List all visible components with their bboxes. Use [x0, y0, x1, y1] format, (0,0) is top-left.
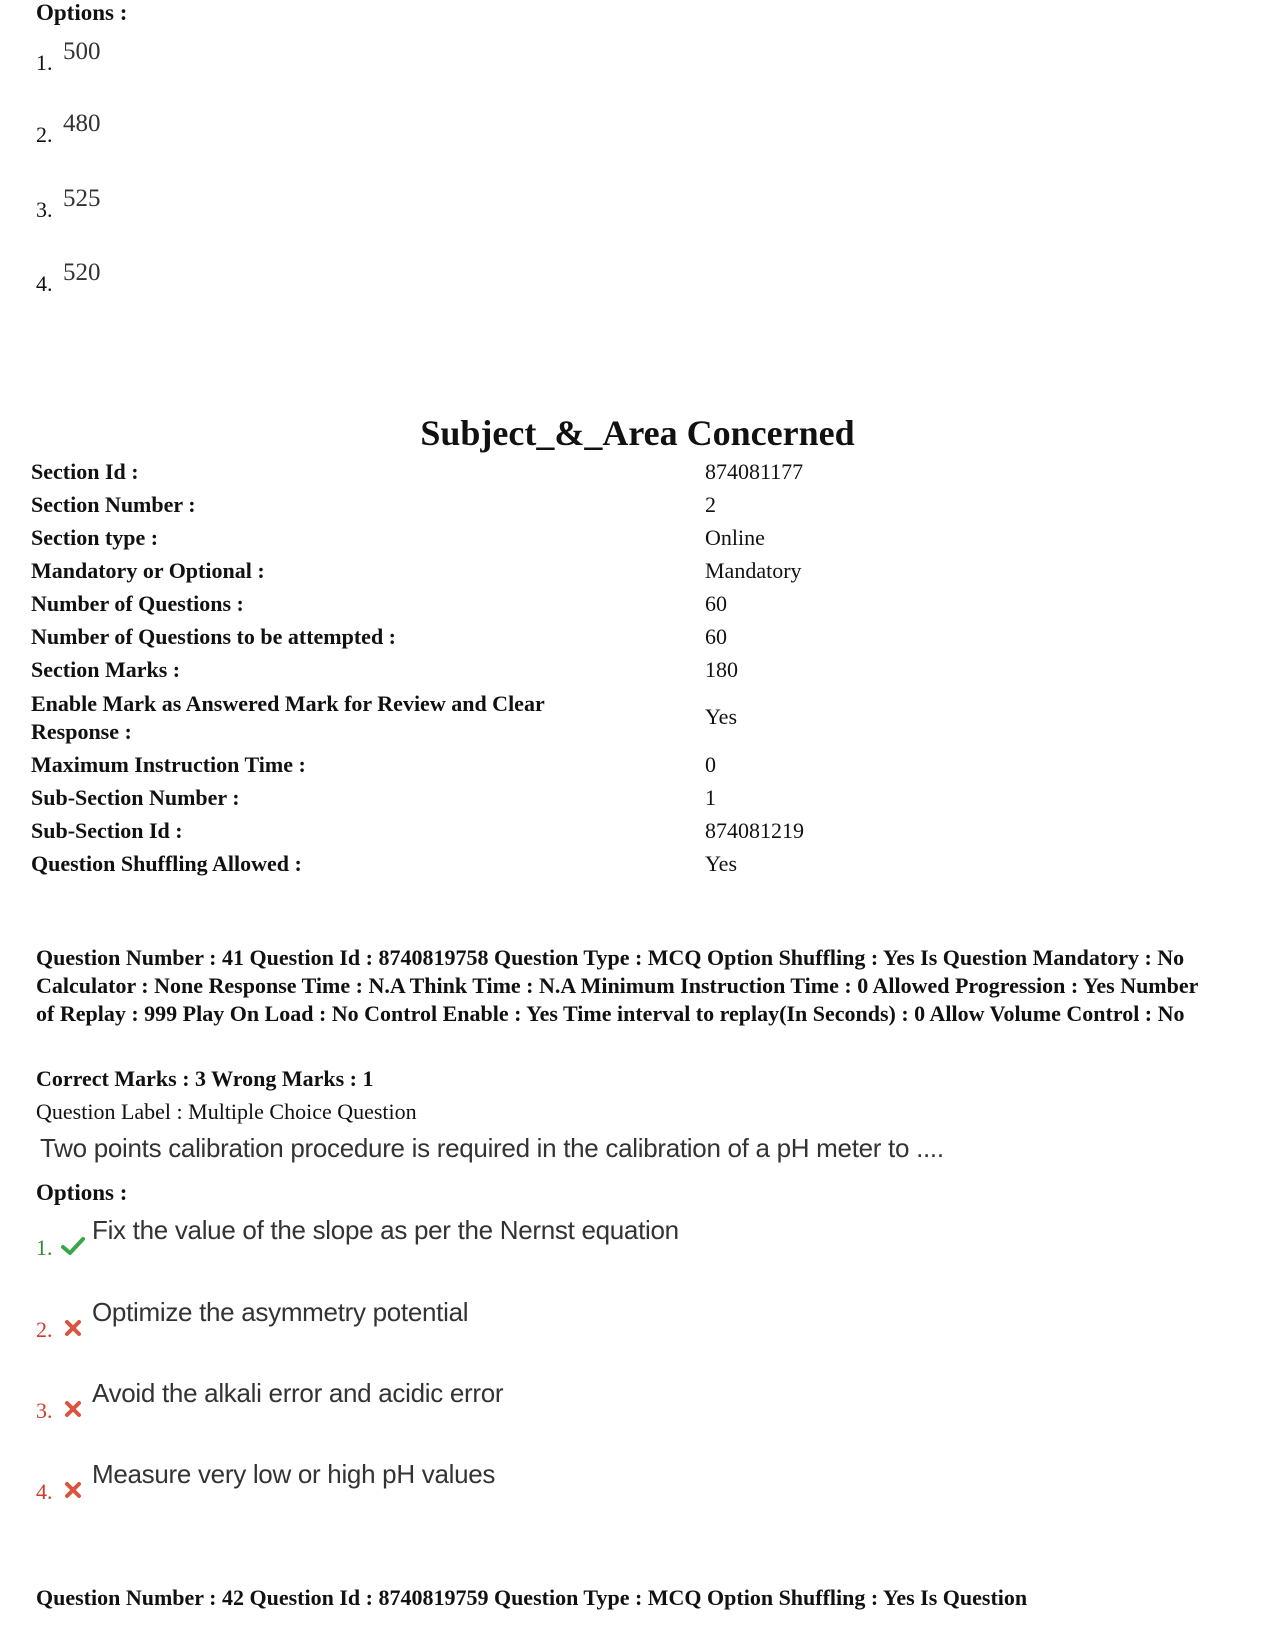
info-value: 874081177 — [705, 459, 804, 484]
option-number: 3. — [36, 197, 53, 222]
info-value: 180 — [705, 657, 738, 682]
info-value: Mandatory — [705, 558, 802, 583]
info-label: Number of Questions : — [31, 591, 244, 616]
question-label: Question Label : Multiple Choice Question — [36, 1099, 417, 1124]
info-value: Online — [705, 525, 765, 550]
info-value: Yes — [705, 704, 738, 729]
option-number: 2. — [36, 1317, 53, 1342]
option-number: 1. — [36, 1235, 53, 1260]
info-label: Enable Mark as Answered Mark for Review and Clear Response : — [31, 691, 545, 744]
answer-option — [36, 1378, 936, 1428]
check-icon — [60, 1233, 86, 1259]
option-number: 4. — [36, 1479, 53, 1504]
option-value: 480 — [63, 110, 101, 137]
info-value: 60 — [705, 624, 727, 649]
info-label: Section Number : — [31, 492, 196, 517]
info-value: 874081219 — [705, 818, 804, 843]
option-text: Fix the value of the slope as per the Nernst equation — [92, 1215, 679, 1245]
next-question-meta: Question Number : 42 Question Id : 8740819759 Question Type : MCQ Option Shuffling : Yes Is Question — [36, 1585, 1028, 1610]
option-value: 500 — [63, 38, 101, 65]
info-label: Sub-Section Id : — [31, 818, 183, 843]
options-header: Options : — [36, 0, 128, 25]
info-label: Mandatory or Optional : — [31, 558, 265, 583]
info-label: Maximum Instruction Time : — [31, 752, 306, 777]
section-title: Subject_&_Area Concerned — [420, 413, 855, 453]
info-label: Number of Questions to be attempted : — [31, 624, 397, 649]
info-value: Yes — [705, 851, 738, 876]
option-number: 3. — [36, 1398, 53, 1423]
info-label: Section type : — [31, 525, 159, 550]
option-text: Avoid the alkali error and acidic error — [92, 1378, 504, 1408]
option-value: 525 — [63, 185, 101, 212]
option-text: Optimize the asymmetry potential — [92, 1297, 469, 1327]
option-number: 1. — [36, 50, 53, 75]
option-value: 520 — [63, 259, 101, 286]
question-text: Two points calibration procedure is required in the calibration of a pH meter to .... — [40, 1133, 944, 1163]
cross-icon — [60, 1477, 86, 1503]
answer-option — [36, 1459, 936, 1509]
option-text: Measure very low or high pH values — [92, 1459, 496, 1489]
question-meta: Question Number : 41 Question Id : 8740819758 Question Type : MCQ Option Shuffling : Yes Is Question Mandatory : No Calculator : None Response Time : N.A Think Time : N.A Minimum Instruction Time : 0 Allowed Progression : Yes Number of Replay : 999 Play On Load : No Control Enable : Yes Time interval to replay(In Seconds) : 0 Allow Volume Control : No — [36, 945, 1199, 1026]
info-label: Section Marks : — [31, 657, 181, 682]
answer-option — [36, 1297, 936, 1347]
option-number: 2. — [36, 122, 53, 147]
answer-option — [36, 1215, 936, 1265]
cross-icon — [60, 1396, 86, 1422]
info-value: 2 — [705, 492, 716, 517]
question-marks: Correct Marks : 3 Wrong Marks : 1 — [36, 1066, 374, 1091]
info-label: Sub-Section Number : — [31, 785, 240, 810]
options-header: Options : — [36, 1180, 128, 1205]
info-label: Section Id : — [31, 459, 139, 484]
cross-icon — [60, 1315, 86, 1341]
option-number: 4. — [36, 271, 53, 296]
info-value: 0 — [705, 752, 716, 777]
info-label: Question Shuffling Allowed : — [31, 851, 302, 876]
info-value: 60 — [705, 591, 727, 616]
info-value: 1 — [705, 785, 716, 810]
